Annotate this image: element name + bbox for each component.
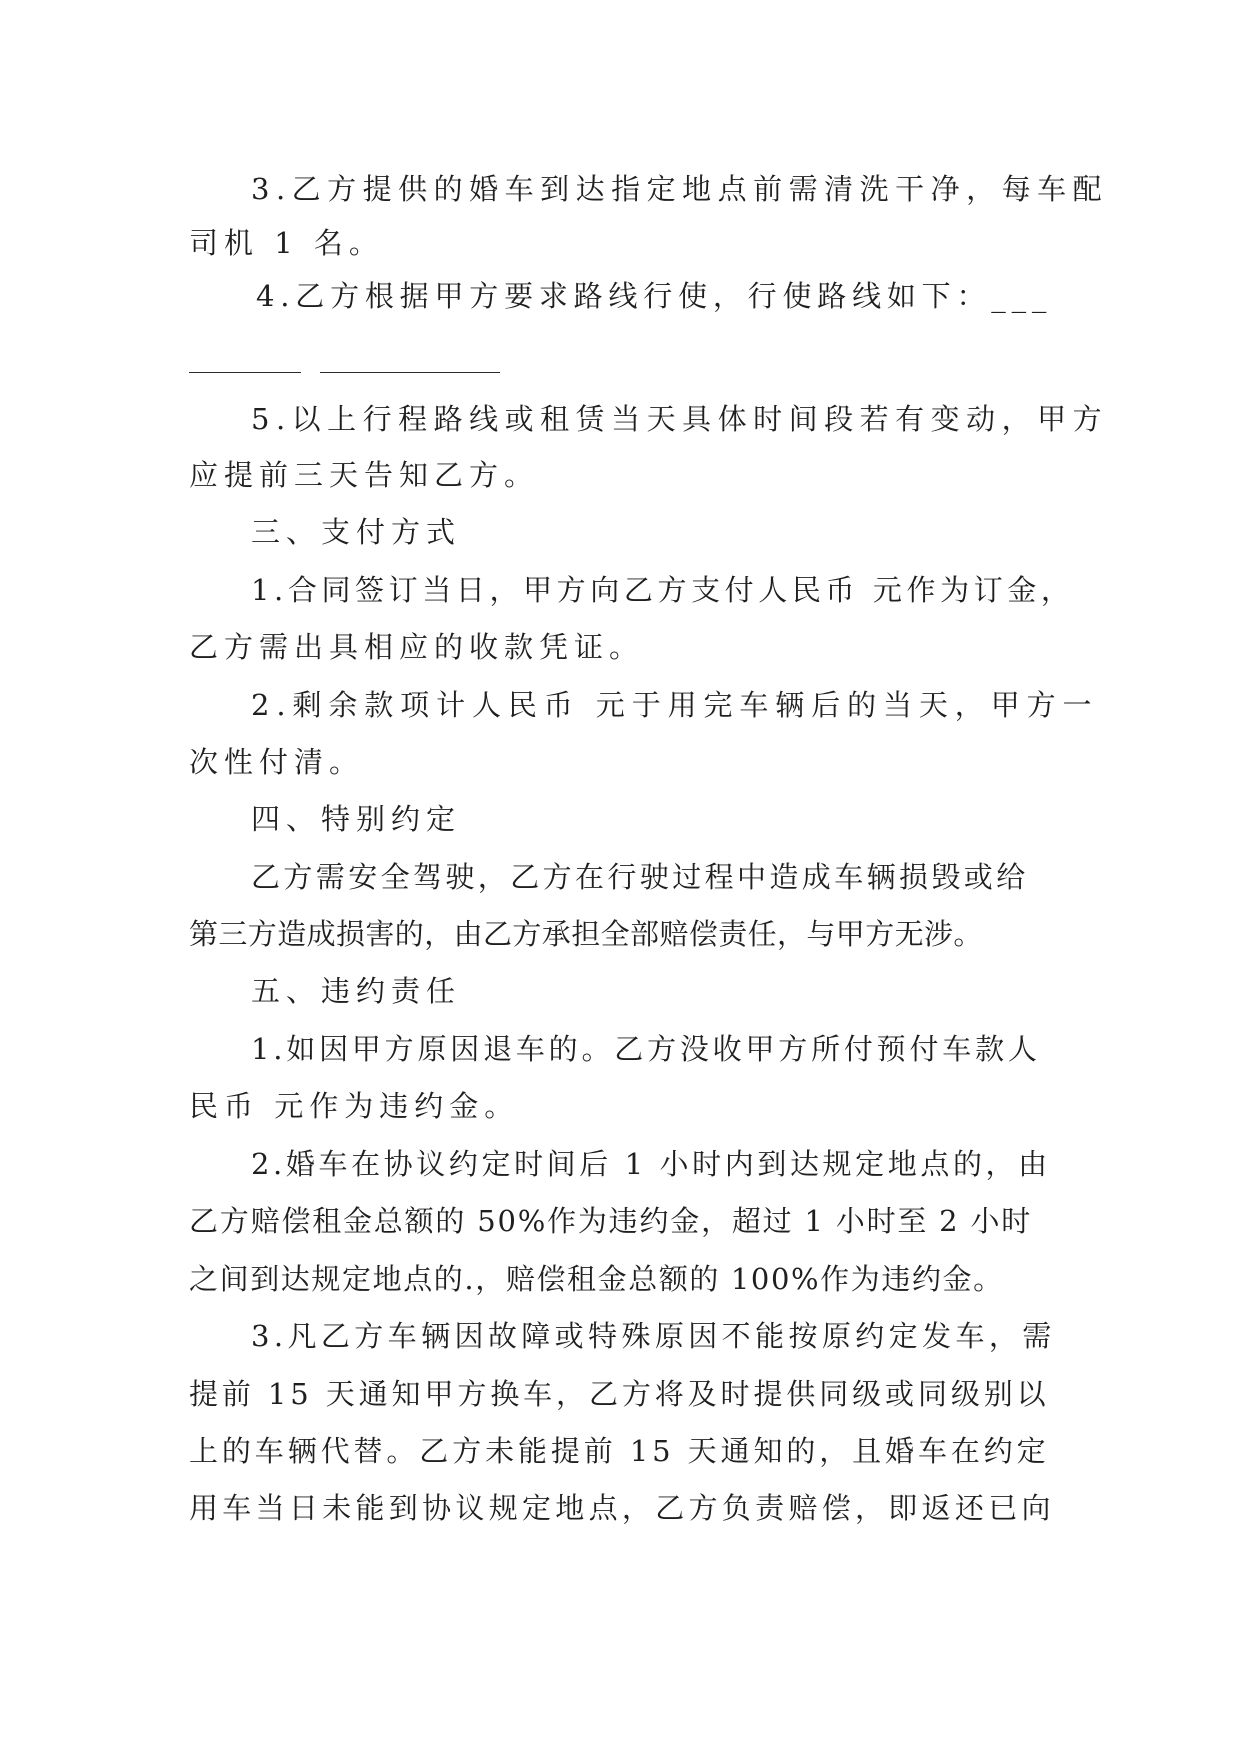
paragraph-line: 次性付清。 [189,745,365,779]
section-heading: 四、特别约定 [251,802,462,836]
paragraph-line: 提前 15 天通知甲方换车，乙方将及时提供同级或同级别以 [189,1377,1050,1411]
paragraph-line: 1.合同签订当日，甲方向乙方支付人民币 元作为订金， [251,573,1075,607]
paragraph-line: 乙方需出具相应的收款凭证。 [189,630,645,664]
paragraph-line: 司机 1 名。 [189,226,384,260]
paragraph-line: 上的车辆代替。乙方未能提前 15 天通知的，且婚车在约定 [189,1434,1050,1468]
paragraph-line: 用车当日未能到协议规定地点，乙方负责赔偿，即返还已向 [189,1491,1055,1525]
route-blank-line-2 [320,372,500,373]
paragraph-line: 4.乙方根据甲方要求路线行使，行使路线如下：___ [256,279,1053,313]
paragraph-line: 应提前三天告知乙方。 [189,458,540,492]
paragraph-line: 乙方赔偿租金总额的 50%作为违约金，超过 1 小时至 2 小时 [189,1204,1033,1238]
route-blank-line-1 [189,372,301,373]
section-heading: 五、违约责任 [251,974,462,1008]
paragraph-line: 3.乙方提供的婚车到达指定地点前需清洗干净，每车配 [251,172,1109,206]
paragraph-line: 1.如因甲方原因退车的。乙方没收甲方所付预付车款人 [251,1032,1041,1066]
paragraph-line: 乙方需安全驾驶，乙方在行驶过程中造成车辆损毁或给 [251,860,1029,894]
paragraph-line: 第三方造成损害的，由乙方承担全部赔偿责任，与甲方无涉。 [189,917,983,951]
paragraph-line: 民币 元作为违约金。 [189,1089,520,1123]
section-heading: 三、支付方式 [251,515,462,549]
paragraph-line: 2.婚车在协议约定时间后 1 小时内到达规定地点的，由 [251,1147,1051,1181]
paragraph-line: 之间到达规定地点的.，赔偿租金总额的 100%作为违约金。 [189,1262,1004,1296]
paragraph-line: 2.剩余款项计人民币 元于用完车辆后的当天，甲方一 [251,688,1099,722]
paragraph-line: 3.凡乙方车辆因故障或特殊原因不能按原约定发车，需 [251,1319,1056,1353]
paragraph-line: 5.以上行程路线或租赁当天具体时间段若有变动，甲方 [251,402,1109,436]
